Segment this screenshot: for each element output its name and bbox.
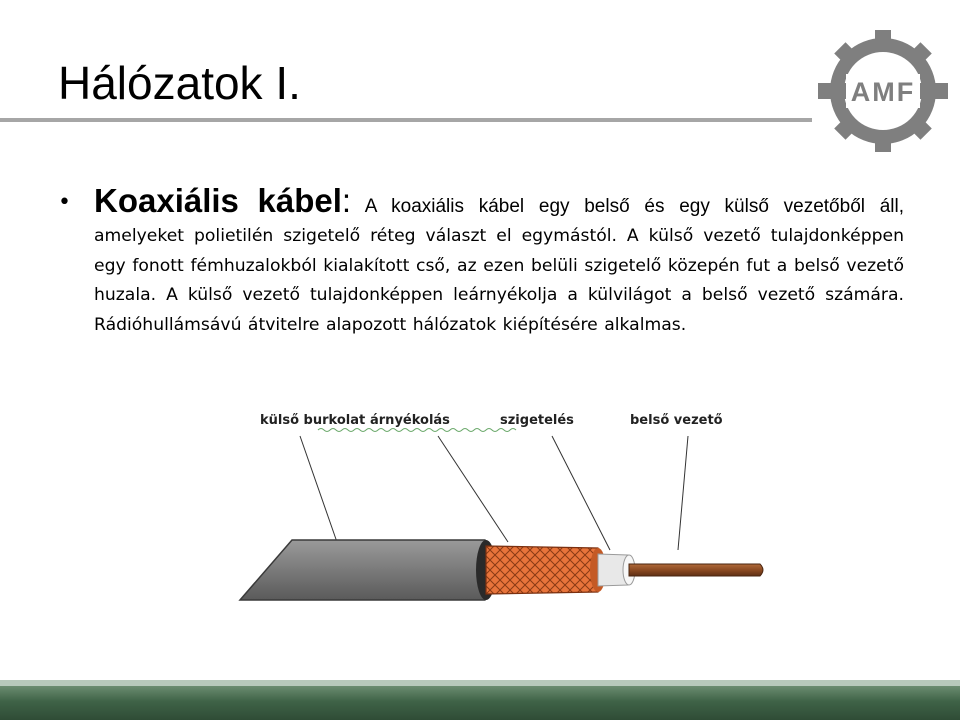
label-shield: árnyékolás xyxy=(370,413,450,428)
bullet-text xyxy=(94,182,904,340)
pointer-outer-jacket xyxy=(300,436,338,545)
cable-inner-conductor xyxy=(629,564,763,576)
logo-text: AMF xyxy=(850,77,916,107)
bullet-term-colon: : xyxy=(341,182,352,219)
squiggle-underline xyxy=(318,429,516,432)
cable-shield xyxy=(486,546,604,594)
pointer-insulation xyxy=(552,436,610,550)
pointer-inner-conductor xyxy=(678,436,688,550)
label-inner-conductor: belső vezető xyxy=(630,413,723,428)
bullet-glyph: • xyxy=(58,190,71,215)
label-outer-jacket: külső burkolat xyxy=(260,413,366,428)
bullet-body-text: amelyeket polietilén szigetelő réteg választ el egymástól. A külső vezető tulajdonképpen egy fonott fémhuzalokból kialakított cső, az ezen belüli szigetelő közepén fut a belső vezető huzala. A külső vezető tulajdonképpen leárnyékolja a külvilágot a belső vezető számára. Rádióhullámsávú átvitelre alapozott hálózatok kiépítésére alkalmas. xyxy=(94,226,904,335)
slide-body xyxy=(58,182,904,340)
slide-title: Hálózatok I. xyxy=(58,57,301,109)
coax-cable-diagram xyxy=(200,400,790,630)
label-insulation: szigetelés xyxy=(500,413,574,428)
cable-outer-jacket xyxy=(240,540,493,600)
footer-bar xyxy=(0,686,960,720)
pointer-shield xyxy=(438,436,508,542)
bullet-lead-text: A koaxiális kábel egy belső és egy külső vezetőből áll, xyxy=(351,196,904,217)
title-divider xyxy=(0,118,812,122)
bullet-term: Koaxiális kábel xyxy=(94,182,342,219)
amf-logo xyxy=(818,26,948,156)
bullet-item xyxy=(58,182,904,340)
